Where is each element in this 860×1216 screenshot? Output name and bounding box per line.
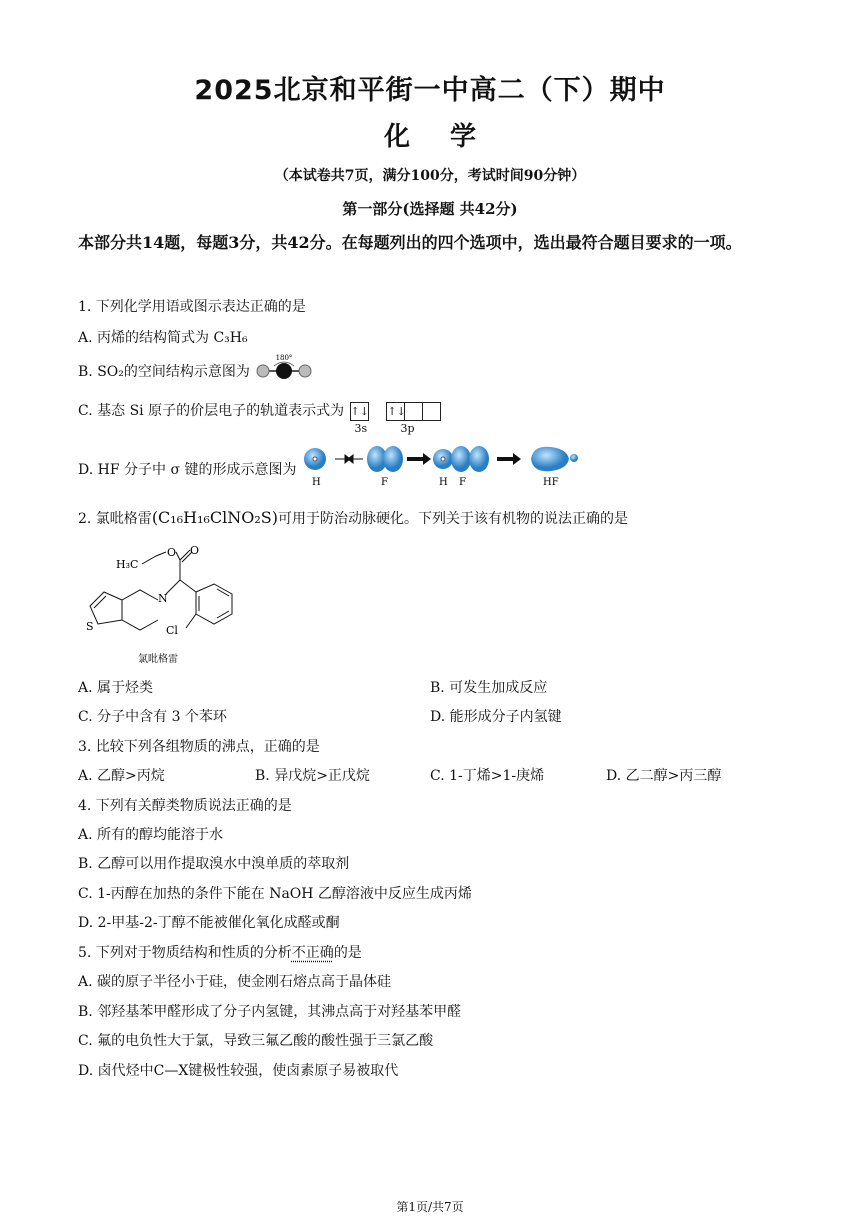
- q2-option-c: C. 分子中含有 3 个苯环: [78, 709, 227, 725]
- hf-label-h1: H: [311, 477, 321, 488]
- exam-note: （本试卷共7页，满分100分，考试时间90分钟）: [274, 168, 586, 184]
- hf-label-f2: F: [458, 477, 466, 488]
- q4-option-a: A. 所有的醇均能溶于水: [78, 827, 224, 843]
- q1-option-d: [78, 451, 581, 489]
- q5-option-a: A. 碳的原子半径小于硅，使金刚石熔点高于晶体硅: [78, 974, 392, 990]
- q4-option-d: D. 2-甲基-2-丁醇不能被催化氧化成醛或酮: [78, 915, 340, 931]
- exam-title: 2025北京和平街一中高二（下）期中: [194, 75, 666, 106]
- q2-stem-post: 可用于防治动脉硬化。下列关于该有机物的说法正确的是: [278, 511, 628, 527]
- so2-angle-label: 180°: [275, 354, 293, 362]
- q1-option-c-text: C. 基态 Si 原子的价层电子的轨道表示式为: [78, 403, 345, 419]
- hf-label-h2: H: [438, 477, 448, 488]
- q5-option-c: C. 氟的电负性大于氯，导致三氟乙酸的酸性强于三氯乙酸: [78, 1033, 434, 1049]
- q1-option-b: [78, 354, 314, 382]
- q5-option-b: B. 邻羟基苯甲醛形成了分子内氢键，其沸点高于对羟基苯甲醛: [78, 1004, 462, 1020]
- struct-o-ester: O: [167, 546, 177, 559]
- q1-option-c: [78, 400, 441, 435]
- q1-option-b-text: B. SO₂的空间结构示意图为: [78, 364, 250, 380]
- orbital-diagram: [350, 402, 442, 435]
- q5-stem-post: 的是: [333, 945, 362, 961]
- orbital-3p-label: 3p: [400, 421, 415, 435]
- q5-stem-pre: 5. 下列对于物质结构和性质的分析: [78, 945, 292, 961]
- q5-stem: [78, 942, 362, 962]
- part-heading: 第一部分(选择题 共42分): [342, 200, 518, 218]
- q4-option-b: B. 乙醇可以用作提取溴水中溴单质的萃取剂: [78, 856, 350, 872]
- q3-option-b: B. 异戊烷>正戊烷: [255, 768, 370, 784]
- q1-option-a: A. 丙烯的结构简式为 C₃H₆: [78, 330, 248, 346]
- orbital-3p-box-2: [404, 402, 423, 421]
- struct-cl: Cl: [166, 624, 178, 637]
- q1-stem: 1. 下列化学用语或图示表达正确的是: [78, 299, 306, 315]
- q2-option-d: D. 能形成分子内氢键: [430, 709, 562, 725]
- subject-title: 化学: [383, 122, 516, 152]
- orbital-3p-box-1: ↑↓: [386, 402, 405, 421]
- q3-option-a: A. 乙醇>丙烷: [78, 768, 165, 784]
- orbital-3s-box: ↑↓: [350, 402, 369, 421]
- instruction: 本部分共14题，每题3分，共42分。在每题列出的四个选项中，选出最符合题目要求的一项。: [78, 233, 742, 252]
- q5-stem-emphasis: 不正确: [291, 945, 334, 961]
- q3-option-c: C. 1-丁烯>1-庚烯: [430, 768, 545, 784]
- struct-o-carbonyl: O: [190, 544, 200, 557]
- q2-option-a: A. 属于烃类: [78, 680, 154, 696]
- q2-option-b: B. 可发生加成反应: [430, 680, 548, 696]
- q3-option-d: D. 乙二醇>丙三醇: [606, 768, 722, 784]
- q2-stem-pre: 2. 氯吡格雷: [78, 511, 152, 527]
- q2-formula: (C₁₆H₁₆ClNO₂S): [151, 508, 278, 527]
- struct-h3c: H₃C: [116, 558, 139, 571]
- hf-label-f1: F: [380, 477, 388, 488]
- hf-label-hf: HF: [542, 477, 559, 488]
- q1-option-d-text: D. HF 分子中 σ 键的形成示意图为: [78, 462, 297, 478]
- q4-stem: 4. 下列有关醇类物质说法正确的是: [78, 798, 292, 814]
- clopidogrel-structure-icon: [76, 536, 256, 666]
- orbital-3s-label: 3s: [354, 421, 368, 435]
- struct-n: N: [158, 592, 168, 605]
- q2-stem: [78, 508, 628, 528]
- struct-caption: 氯吡格雷: [138, 654, 178, 665]
- q5-option-d: D. 卤代烃中C—X键极性较强，使卤素原子易被取代: [78, 1063, 399, 1079]
- so2-linear-model-icon: [254, 352, 314, 382]
- q3-stem: 3. 比较下列各组物质的沸点，正确的是: [78, 739, 320, 755]
- orbital-3p-box-3: [422, 402, 441, 421]
- page-footer: 第1页/共7页: [396, 1200, 464, 1214]
- struct-s: S: [86, 620, 94, 633]
- q4-option-c: C. 1-丙醇在加热的条件下能在 NaOH 乙醇溶液中反应生成丙烯: [78, 886, 472, 902]
- hf-sigma-bond-icon: [301, 445, 581, 489]
